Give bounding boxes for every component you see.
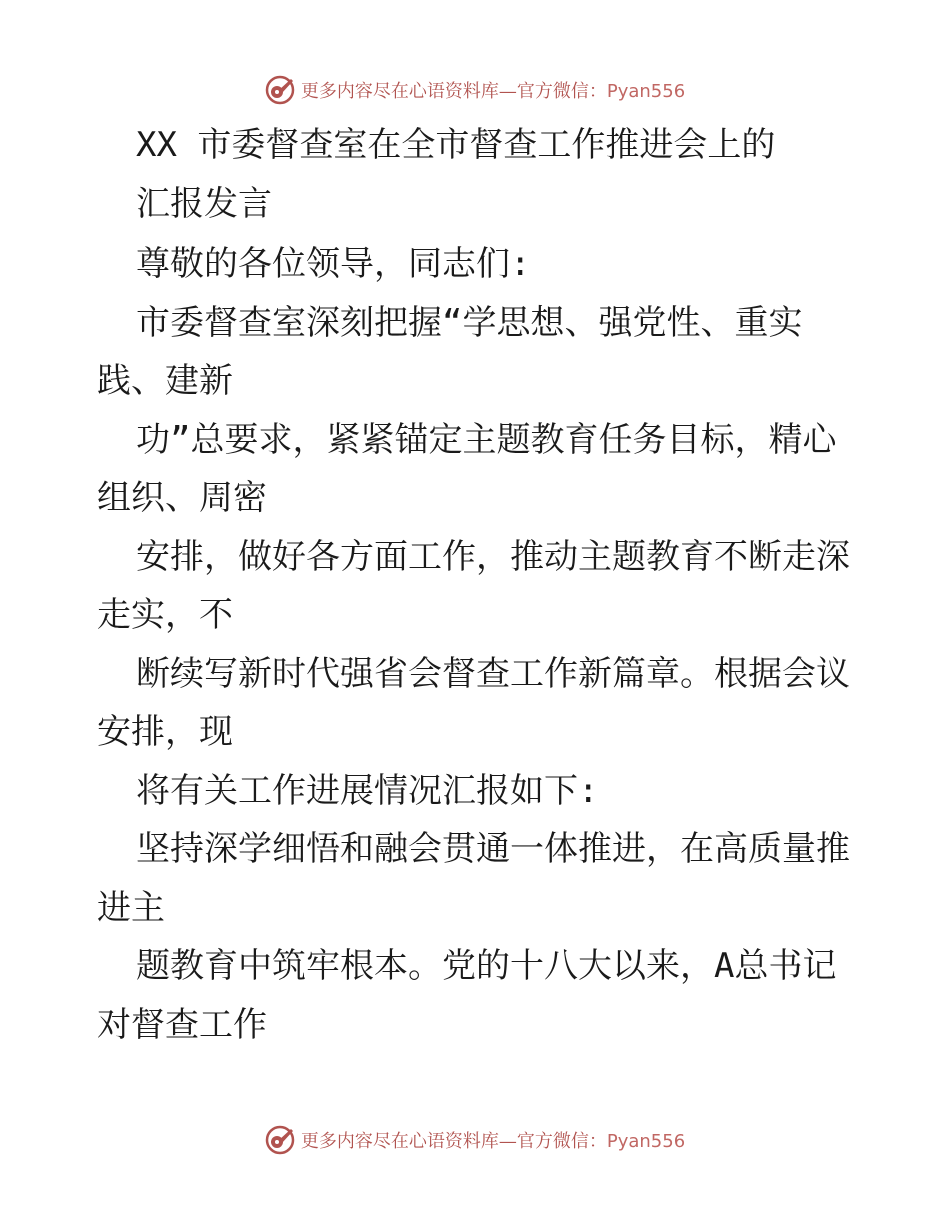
doc-line: 断续写新时代强省会督查工作新篇章。根据会议 <box>136 654 850 694</box>
doc-line: 进主 <box>97 888 165 928</box>
doc-line: 功”总要求，紧紧锚定主题教育任务目标，精心 <box>136 420 837 460</box>
doc-line: 践、建新 <box>97 361 233 401</box>
doc-line: 尊敬的各位领导，同志们: <box>136 244 531 284</box>
pen-logo-icon <box>265 75 295 105</box>
doc-line: 市委督查室深刻把握“学思想、强党性、重实 <box>136 303 803 343</box>
doc-line: 坚持深学细悟和融会贯通一体推进，在高质量推 <box>136 829 850 869</box>
banner-wechat-id: Pyan556 <box>606 81 686 102</box>
doc-line: 走实，不 <box>97 595 233 635</box>
pen-logo-icon <box>265 1125 295 1155</box>
footer-banner <box>0 1120 950 1160</box>
banner-wechat-id: Pyan556 <box>606 1131 686 1152</box>
header-banner-content <box>265 75 685 105</box>
banner-prefix: 更多内容尽在心语资料库—官方微信： <box>300 81 607 102</box>
doc-line: XX 市委督查室在全市督查工作推进会上的 <box>136 125 776 165</box>
footer-banner-content <box>265 1125 685 1155</box>
banner-prefix: 更多内容尽在心语资料库—官方微信： <box>300 1131 607 1152</box>
doc-line: 题教育中筑牢根本。党的十八大以来，A总书记 <box>136 946 837 986</box>
header-banner <box>0 70 950 110</box>
doc-line: 安排，现 <box>97 712 233 752</box>
header-banner-text <box>301 77 685 103</box>
footer-banner-text <box>301 1127 685 1153</box>
doc-line: 组织、周密 <box>97 478 267 518</box>
doc-line: 安排，做好各方面工作，推动主题教育不断走深 <box>136 537 850 577</box>
doc-line: 对督查工作 <box>97 1005 267 1045</box>
doc-line: 将有关工作进展情况汇报如下: <box>136 771 599 811</box>
doc-line: 汇报发言 <box>136 184 272 224</box>
